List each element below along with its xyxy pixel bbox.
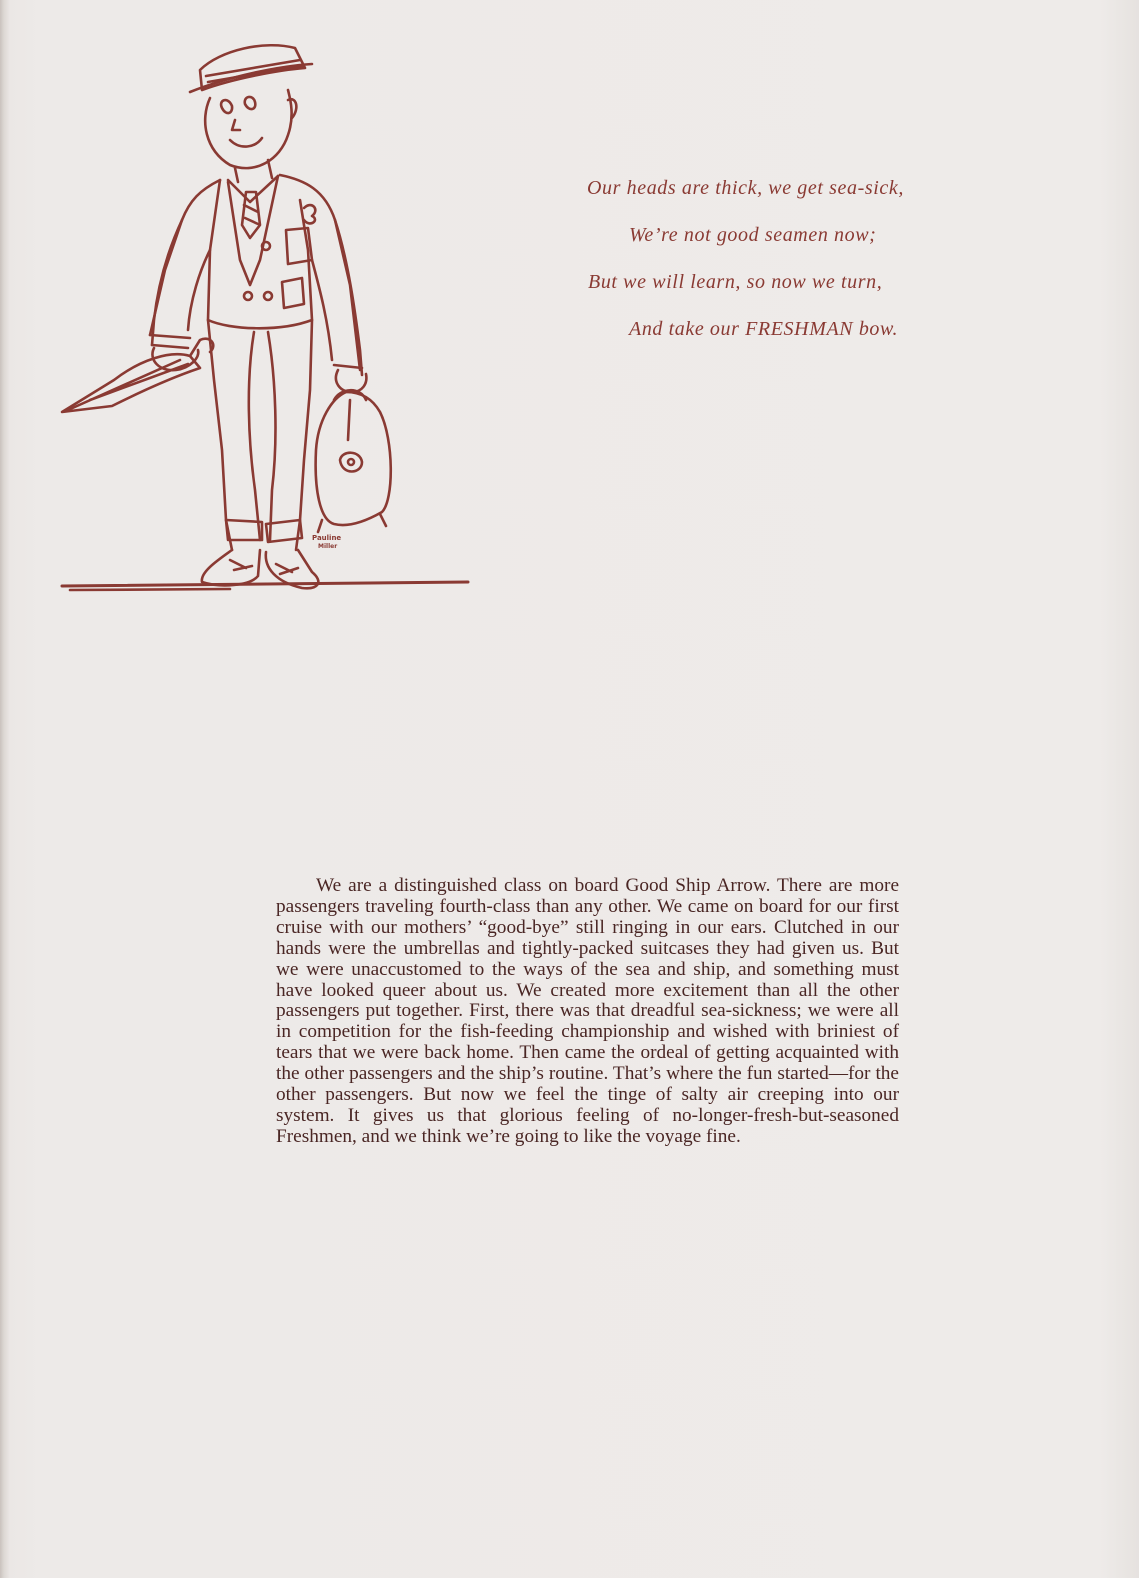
svg-text:Pauline: Pauline (312, 534, 342, 542)
body-paragraph: We are a distinguished class on board Good Ship Arrow. There are more passengers traveling fourth-class than any other. We came on board for our first cruise with our mothers’ “good-bye” still ringing in our ears. Clutched in our hands were the umbrellas and tightly-packed suitcases they had given us. But we were unaccustomed to the ways of the sea and ship, and something must have looked queer about us. We created more excitement than all the other passengers put together. First, there was that dreadful sea-sickness; we were all in competition for the fish-feeding championship and wished with briniest of tears that we were back home. Then came the ordeal of getting acquainted with the other passengers and the ship’s routine. That’s where the fun started—for the other passengers. But now we feel the tinge of salty air creeping into our system. It gives us that glorious feeling of no-longer-fresh-but-seasoned Freshmen, and we think we’re going to like the voyage fine. (276, 875, 899, 1147)
verse-line-1: Our heads are thick, we get sea-sick, (587, 177, 904, 199)
freshman-cartoon-illustration (50, 20, 480, 620)
verse-line-3: But we will learn, so now we turn, (588, 271, 883, 293)
svg-text:Miller: Miller (318, 543, 338, 550)
verse-line-2: We’re not good seamen now; (629, 224, 877, 246)
verse-stanza (585, 168, 1005, 356)
verse-line-4: And take our FRESHMAN bow. (629, 318, 899, 340)
